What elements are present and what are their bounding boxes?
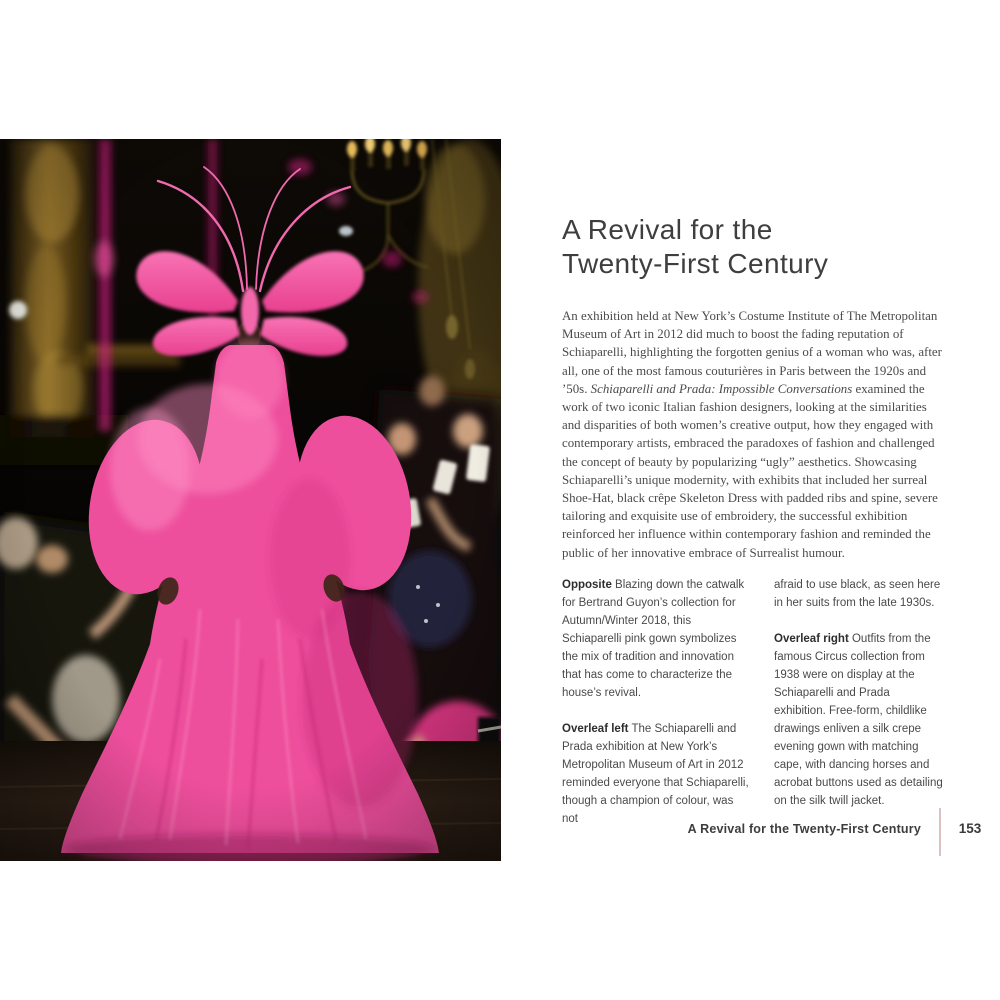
caption-lead-overleaf-left: Overleaf left (562, 723, 629, 735)
caption-block (562, 576, 944, 846)
caption-overleaf-left (562, 720, 752, 828)
body-part-2: examined the work of two iconic Italian fashion designers, looking at the similarities and disparities of both women’s creative output, how they engaged with contemporary artists, embraced the paradoxes of fashion and challenged the concept of beauty by popularizing “ugly” aesthetics. Showcasing Schiaparelli’s unique modernity, with exhibits that included her surreal Shoe-Hat, black crêpe Skeleton Dress with padded ribs and spine, severe tailoring and exquisite use of embroidery, the successful exhibition reinforced her influence within contemporary fashion and reminded the public of her innovative embrace of Surrealist humour. (562, 381, 938, 560)
vignette-overlay (0, 139, 501, 861)
caption-text-opposite: Blazing down the catwalk for Bertrand Guyon’s collection for Autumn/Winter 2018, this Schiaparelli pink gown symbolizes the mix of tradition and innovation that has come to characterize the house’s revival. (562, 579, 745, 699)
body-paragraph (562, 307, 942, 562)
page-number: 153 (958, 821, 982, 836)
caption-column-right (774, 576, 944, 846)
caption-lead-opposite: Opposite (562, 579, 612, 591)
body-part-1: An exhibition held at New York’s Costume Institute of The Metropolitan Museum of Art in 2012 did much to boost the fading reputation of Schiaparelli, highlighting the forgotten genius of a woman who was, after all, one of the most famous couturières in Paris between the 1920s and ’50s. (562, 308, 942, 396)
exhibition-title-italic: Schiaparelli and Prada: Impossible Conversations (590, 381, 853, 396)
running-head: A Revival for the Twenty-First Century (687, 822, 921, 836)
footer-divider (939, 808, 941, 856)
runway-photo (0, 139, 501, 861)
caption-text-continuation: afraid to use black, as seen here in her suits from the late 1930s. (774, 579, 941, 609)
caption-lead-overleaf-right: Overleaf right (774, 633, 849, 645)
runway-photo-svg (0, 139, 501, 861)
caption-column-left (562, 576, 752, 846)
page-title (562, 213, 962, 281)
caption-continuation (774, 576, 944, 612)
caption-opposite (562, 576, 752, 702)
caption-text-overleaf-right: Outfits from the famous Circus collection from 1938 were on display at the Schiaparelli and Prada exhibition. Free-form, childlike drawings enliven a silk crepe evening gown with matching cape, with dancing horses and acrobat buttons used as detailing on the silk twill jacket. (774, 633, 943, 807)
caption-text-overleaf-left: The Schiaparelli and Prada exhibition at New York’s Metropolitan Museum of Art in 2012 reminded everyone that Schiaparelli, though a champion of colour, was not (562, 723, 749, 825)
title-line-1: A Revival for the (562, 213, 773, 245)
caption-overleaf-right (774, 630, 944, 810)
title-line-2: Twenty-First Century (562, 247, 829, 279)
